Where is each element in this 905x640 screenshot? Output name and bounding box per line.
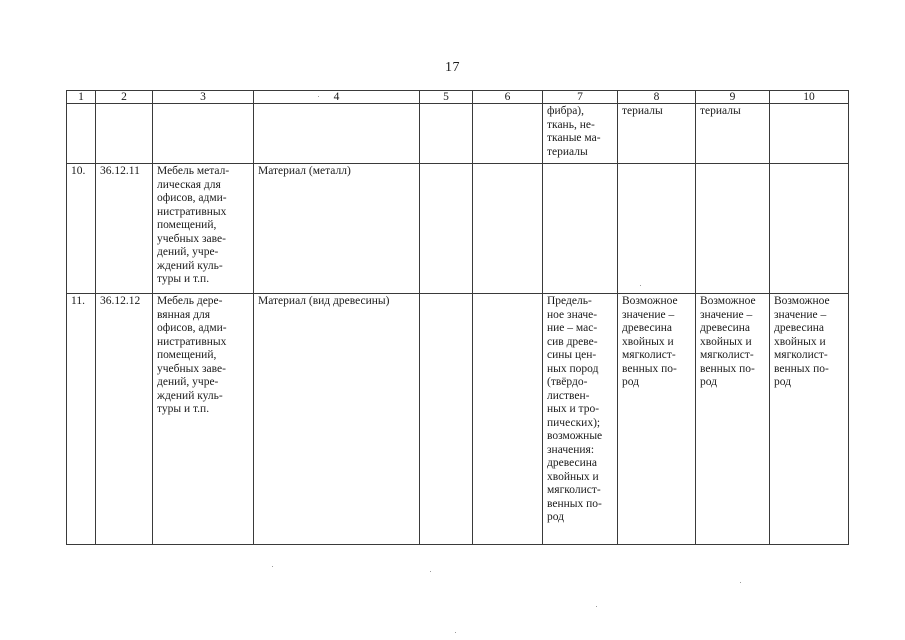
specification-table [66, 90, 849, 545]
scan-speck [318, 96, 319, 97]
column-header-10: 10 [770, 91, 849, 104]
column-header-2: 2 [96, 91, 153, 104]
table-cell [473, 164, 543, 294]
page-number: 17 [445, 60, 460, 75]
table-cell: фибра), ткань, не- тканые ма- териалы [543, 104, 618, 164]
table-cell [696, 164, 770, 294]
table-cell: териалы [618, 104, 696, 164]
table-cell [770, 104, 849, 164]
column-header-6: 6 [473, 91, 543, 104]
table-cell [67, 104, 96, 164]
header-row [67, 91, 849, 104]
column-header-5: 5 [420, 91, 473, 104]
scan-speck [740, 582, 741, 583]
column-header-4: 4 [254, 91, 420, 104]
scan-speck [596, 606, 597, 607]
possible-value: Возможное значение – древесина хвойных и мягколист- венных по- род [770, 294, 849, 545]
column-header-3: 3 [153, 91, 254, 104]
possible-value: Возможное значение – древесина хвойных и мягколист- венных по- род [696, 294, 770, 545]
table-row [67, 164, 849, 294]
table-row [67, 104, 849, 164]
column-header-1: 1 [67, 91, 96, 104]
scan-speck [640, 285, 641, 286]
scan-speck [455, 632, 456, 633]
table-cell [96, 104, 153, 164]
table-cell [420, 104, 473, 164]
row-number: 11. [67, 294, 96, 545]
scan-speck [272, 566, 273, 567]
table-row [67, 294, 849, 545]
characteristic: Материал (вид древесины) [254, 294, 420, 545]
scan-speck [430, 571, 431, 572]
classification-code: 36.12.11 [96, 164, 153, 294]
column-header-8: 8 [618, 91, 696, 104]
product-name: Мебель метал- лическая для офисов, адми- нистративных помещений, учебных заве- дений, учре- ждений куль- туры и т.п. [153, 164, 254, 294]
table-cell [618, 164, 696, 294]
table-cell [254, 104, 420, 164]
column-header-9: 9 [696, 91, 770, 104]
table-cell [420, 164, 473, 294]
table-cell [420, 294, 473, 545]
table-cell [473, 294, 543, 545]
table-cell [543, 164, 618, 294]
product-name: Мебель дере- вянная для офисов, адми- нистративных помещений, учебных заве- дений, учре- ждений куль- туры и т.п. [153, 294, 254, 545]
table-cell [153, 104, 254, 164]
row-number: 10. [67, 164, 96, 294]
table-cell: териалы [696, 104, 770, 164]
classification-code: 36.12.12 [96, 294, 153, 545]
characteristic: Материал (металл) [254, 164, 420, 294]
limit-value: Предель- ное значе- ние – мас- сив древе- сины цен- ных пород (твёрдо- листвен- ных и тро- пических); возможные значения: древесина хвойных и мягколист- венных по- род [543, 294, 618, 545]
column-header-7: 7 [543, 91, 618, 104]
table-cell [473, 104, 543, 164]
table-cell [770, 164, 849, 294]
possible-value: Возможное значение – древесина хвойных и мягколист- венных по- род [618, 294, 696, 545]
